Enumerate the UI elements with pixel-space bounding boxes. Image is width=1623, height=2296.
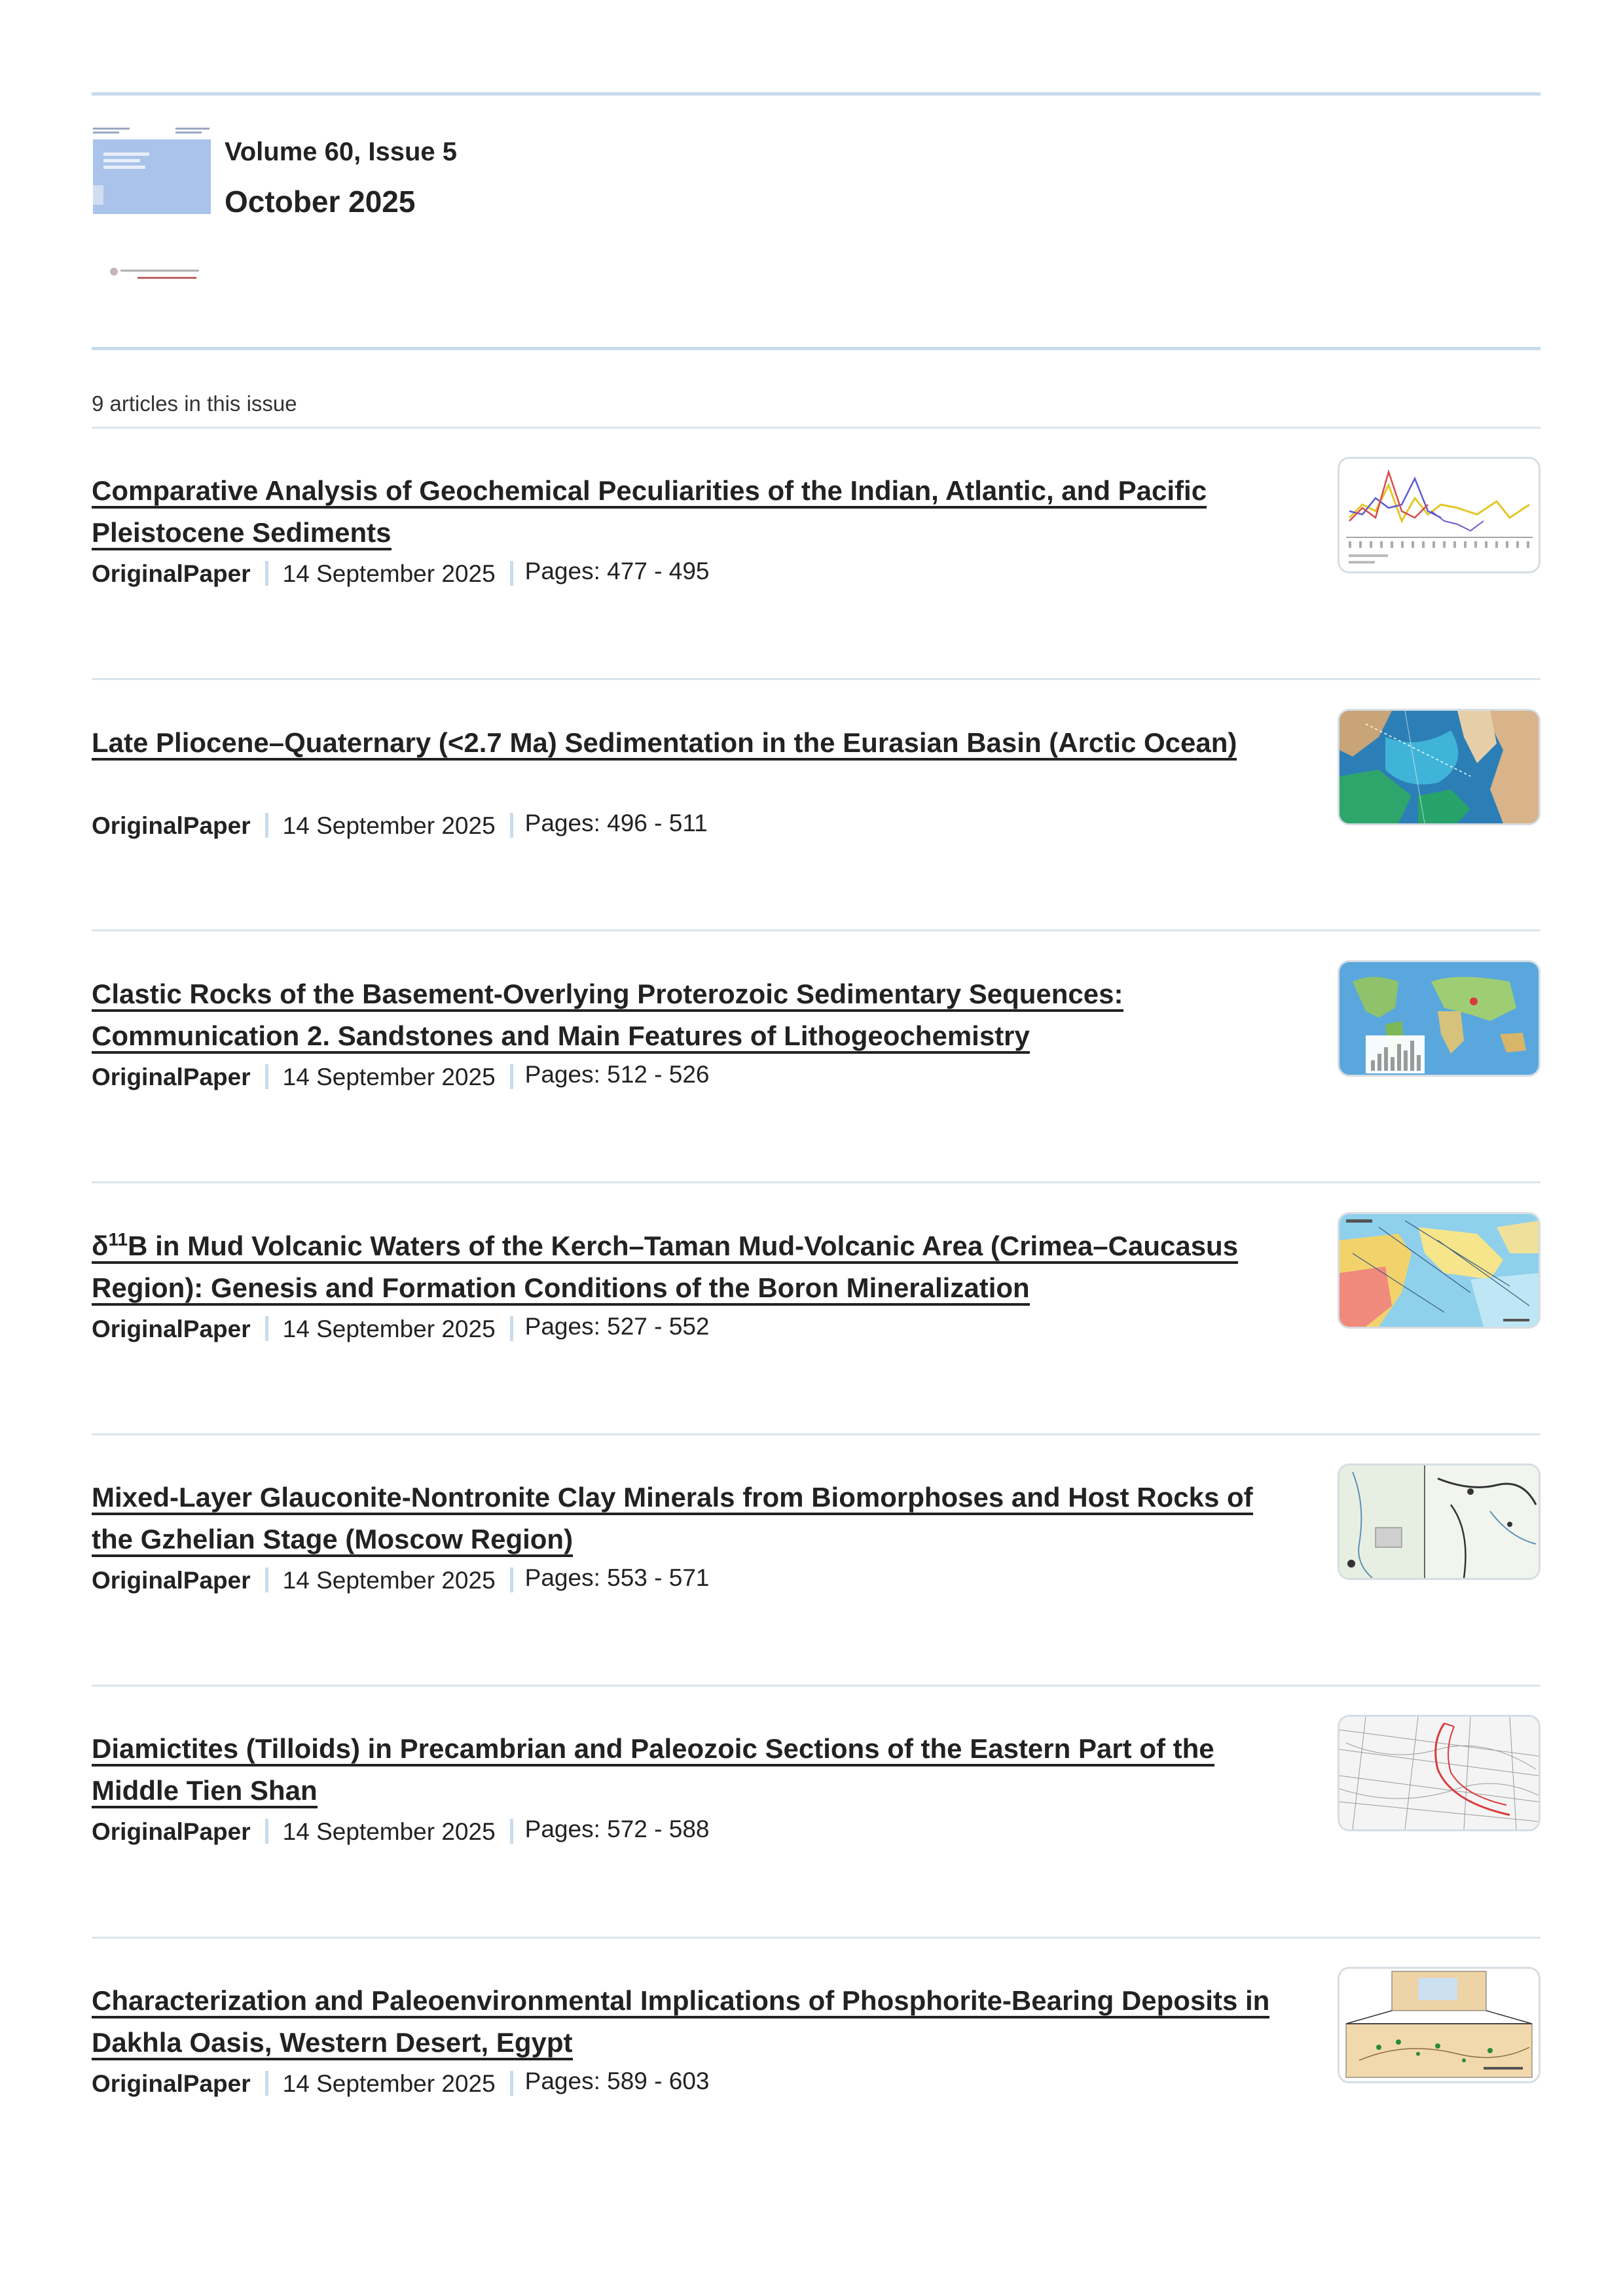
article-pages: Pages: 589 - 603 xyxy=(524,2068,710,2094)
article-type: OriginalPaper xyxy=(92,1064,251,1090)
line-chart-thumbnail[interactable] xyxy=(1338,457,1541,573)
article-type: OriginalPaper xyxy=(92,1567,251,1594)
article-type: OriginalPaper xyxy=(92,1316,251,1342)
top-divider xyxy=(92,92,1541,96)
article-item xyxy=(92,1695,1541,1948)
article-title xyxy=(92,470,1290,554)
article-meta xyxy=(92,1818,709,1846)
title-rest: B in Mud Volcanic Waters of the Kerch–Taman Mud-Volcanic Area (Crimea–Caucasus Region): Genesis and Formation Conditions of the Boron Mineralization xyxy=(92,1230,1239,1303)
article-meta xyxy=(92,1313,710,1343)
meta-separator xyxy=(510,1568,513,1592)
article-title-link[interactable]: Comparative Analysis of Geochemical Peculiarities of the Indian, Atlantic, and Pacific Pleistocene Sediments xyxy=(92,475,1207,550)
article-title xyxy=(92,1980,1290,2064)
article-item xyxy=(92,1193,1541,1445)
meta-separator xyxy=(265,1316,268,1341)
article-title xyxy=(92,1477,1290,1560)
meta-separator xyxy=(510,813,513,838)
article-date: 14 September 2025 xyxy=(282,560,496,587)
article-pages: Pages: 512 - 526 xyxy=(524,1061,710,1088)
meta-separator xyxy=(510,2071,513,2096)
meta-separator xyxy=(265,2071,268,2096)
article-item xyxy=(92,689,1541,942)
header-divider xyxy=(92,347,1541,350)
article-meta xyxy=(92,2070,709,2098)
article-date: 14 September 2025 xyxy=(282,2070,496,2097)
article-type: OriginalPaper xyxy=(92,560,251,587)
article-title-link[interactable] xyxy=(92,1230,1238,1306)
article-divider xyxy=(92,929,1541,931)
arctic-bathymetry-map-thumbnail[interactable] xyxy=(1338,709,1541,825)
article-meta xyxy=(92,560,709,588)
article-title-link[interactable]: Mixed-Layer Glauconite-Nontronite Clay Minerals from Biomorphoses and Host Rocks of the Gzhelian Stage (Moscow Region) xyxy=(92,1482,1253,1557)
article-meta xyxy=(92,1061,710,1091)
article-divider xyxy=(92,1937,1541,1939)
article-pages: Pages: 553 - 571 xyxy=(524,1564,710,1591)
title-prefix: δ xyxy=(92,1230,109,1261)
article-pages: Pages: 477 - 495 xyxy=(524,558,710,584)
article-item xyxy=(92,941,1541,1193)
article-date: 14 September 2025 xyxy=(282,1567,496,1594)
meta-separator xyxy=(265,1064,268,1089)
article-title xyxy=(92,1225,1290,1309)
article-item xyxy=(92,1947,1541,2200)
article-pages: Pages: 572 - 588 xyxy=(524,1816,710,1842)
article-type: OriginalPaper xyxy=(92,1818,251,1845)
article-pages: Pages: 496 - 511 xyxy=(524,810,708,836)
meta-separator xyxy=(510,1064,513,1089)
meta-separator xyxy=(265,813,268,838)
article-divider xyxy=(92,1433,1541,1435)
article-type: OriginalPaper xyxy=(92,812,251,839)
article-divider xyxy=(92,1685,1541,1687)
world-map-thumbnail[interactable] xyxy=(1338,960,1541,1077)
article-title xyxy=(92,973,1290,1057)
meta-separator xyxy=(265,561,268,586)
article-date: 14 September 2025 xyxy=(282,1316,496,1342)
journal-cover-image[interactable] xyxy=(92,120,212,289)
meta-separator xyxy=(265,1819,268,1844)
article-meta xyxy=(92,1564,710,1594)
location-map-thumbnail[interactable] xyxy=(1338,1463,1541,1580)
article-item xyxy=(92,437,1541,690)
geologic-map-thumbnail[interactable] xyxy=(1338,1212,1541,1329)
article-type: OriginalPaper xyxy=(92,2070,251,2097)
meta-separator xyxy=(265,1568,268,1592)
article-date: 14 September 2025 xyxy=(282,1818,496,1845)
article-date: 14 September 2025 xyxy=(282,812,496,839)
article-meta xyxy=(92,812,708,840)
meta-separator xyxy=(510,1316,513,1341)
article-title-link[interactable]: Late Pliocene–Quaternary (<2.7 Ma) Sedimentation in the Eurasian Basin (Arctic Ocean) xyxy=(92,727,1237,761)
article-divider xyxy=(92,678,1541,680)
list-divider xyxy=(92,427,1541,429)
tectonic-map-thumbnail[interactable] xyxy=(1338,1715,1541,1831)
egypt-map-thumbnail[interactable] xyxy=(1338,1967,1541,2083)
article-title-link[interactable]: Diamictites (Tilloids) in Precambrian and Paleozoic Sections of the Eastern Part of the Middle Tien Shan xyxy=(92,1733,1214,1808)
article-divider xyxy=(92,1181,1541,1183)
article-date: 14 September 2025 xyxy=(282,1064,496,1090)
meta-separator xyxy=(510,1819,513,1844)
article-title-link[interactable]: Characterization and Paleoenvironmental Implications of Phosphorite-Bearing Deposits in Dakhla Oasis, Western Desert, Egypt xyxy=(92,1985,1269,2060)
article-pages: Pages: 527 - 552 xyxy=(524,1313,710,1340)
article-item xyxy=(92,1444,1541,1696)
meta-separator xyxy=(510,561,513,586)
article-title-link[interactable]: Clastic Rocks of the Basement-Overlying Proterozoic Sedimentary Sequences: Communication 2. Sandstones and Main Features of Lithogeochemistry xyxy=(92,978,1123,1054)
article-title xyxy=(92,722,1290,764)
article-count: 9 articles in this issue xyxy=(92,391,297,416)
title-superscript: 11 xyxy=(108,1229,128,1249)
issue-volume: Volume 60, Issue 5 xyxy=(225,137,457,166)
article-title xyxy=(92,1728,1290,1812)
issue-date: October 2025 xyxy=(225,185,416,219)
